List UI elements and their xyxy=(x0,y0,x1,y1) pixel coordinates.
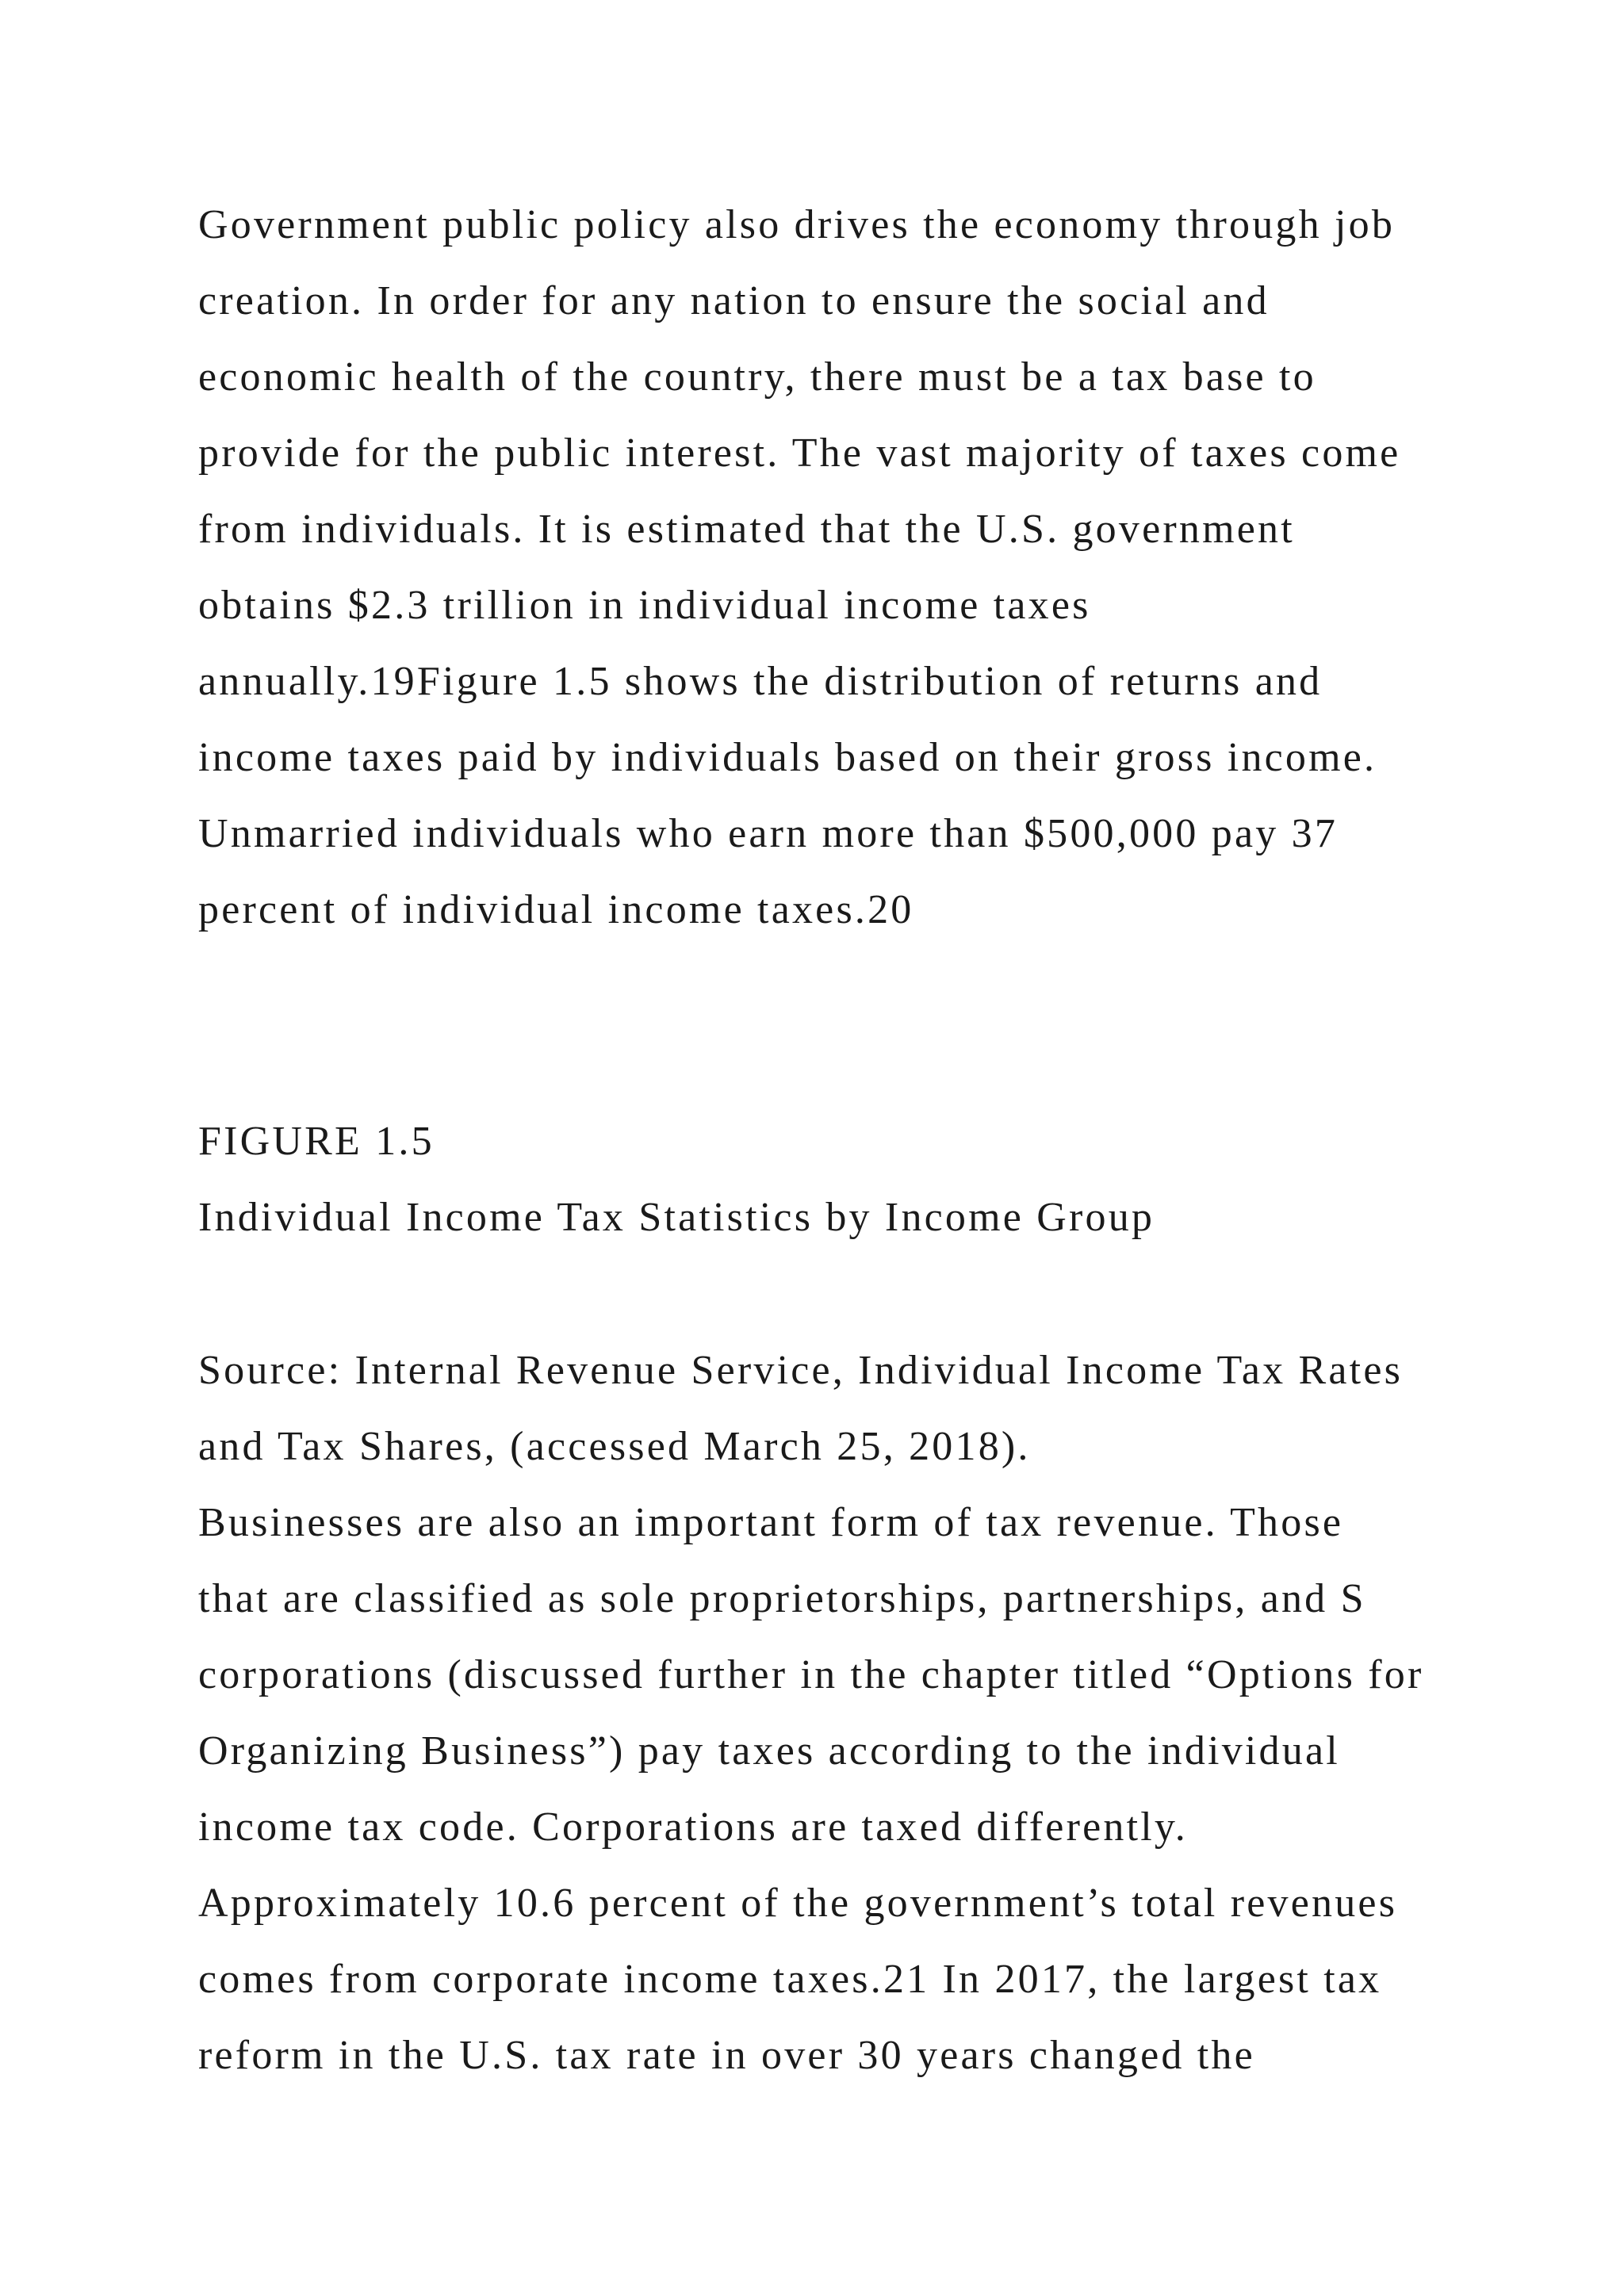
text-line: percent of individual income taxes.20 xyxy=(198,887,914,932)
text-line: and Tax Shares, (accessed March 25, 2018). xyxy=(198,1424,1031,1469)
figure-label: FIGURE 1.5 xyxy=(198,1119,435,1164)
text-line: provide for the public interest. The vast majority of taxes come xyxy=(198,430,1401,476)
text-line: Unmarried individuals who earn more than $500,000 pay 37 xyxy=(198,811,1339,856)
text-line: reform in the U.S. tax rate in over 30 years changed the xyxy=(198,2033,1255,2078)
text-line: corporations (discussed further in the chapter titled “Options for xyxy=(198,1652,1424,1697)
text-line: Government public policy also drives the economy through job xyxy=(198,202,1396,247)
text-line: economic health of the country, there must be a tax base to xyxy=(198,354,1316,400)
text-line: that are classified as sole proprietorships, partnerships, and S xyxy=(198,1576,1366,1621)
text-line: obtains $2.3 trillion in individual income taxes xyxy=(198,583,1091,628)
text-line: income taxes paid by individuals based on their gross income. xyxy=(198,735,1377,780)
text-line: comes from corporate income taxes.21 In 2017, the largest tax xyxy=(198,1957,1382,2002)
figure-title: Individual Income Tax Statistics by Income Group xyxy=(198,1195,1155,1240)
text-line: income tax code. Corporations are taxed differently. xyxy=(198,1804,1188,1850)
text-line: creation. In order for any nation to ensure the social and xyxy=(198,278,1270,323)
text-line: annually.19Figure 1.5 shows the distribution of returns and xyxy=(198,659,1323,704)
text-line: from individuals. It is estimated that the U.S. government xyxy=(198,507,1295,552)
text-line: Organizing Business”) pay taxes according to the individual xyxy=(198,1728,1340,1774)
text-line: Businesses are also an important form of tax revenue. Those xyxy=(198,1500,1344,1545)
text-line: Approximately 10.6 percent of the government’s total revenues xyxy=(198,1881,1398,1926)
text-line: Source: Internal Revenue Service, Individual Income Tax Rates xyxy=(198,1348,1404,1393)
